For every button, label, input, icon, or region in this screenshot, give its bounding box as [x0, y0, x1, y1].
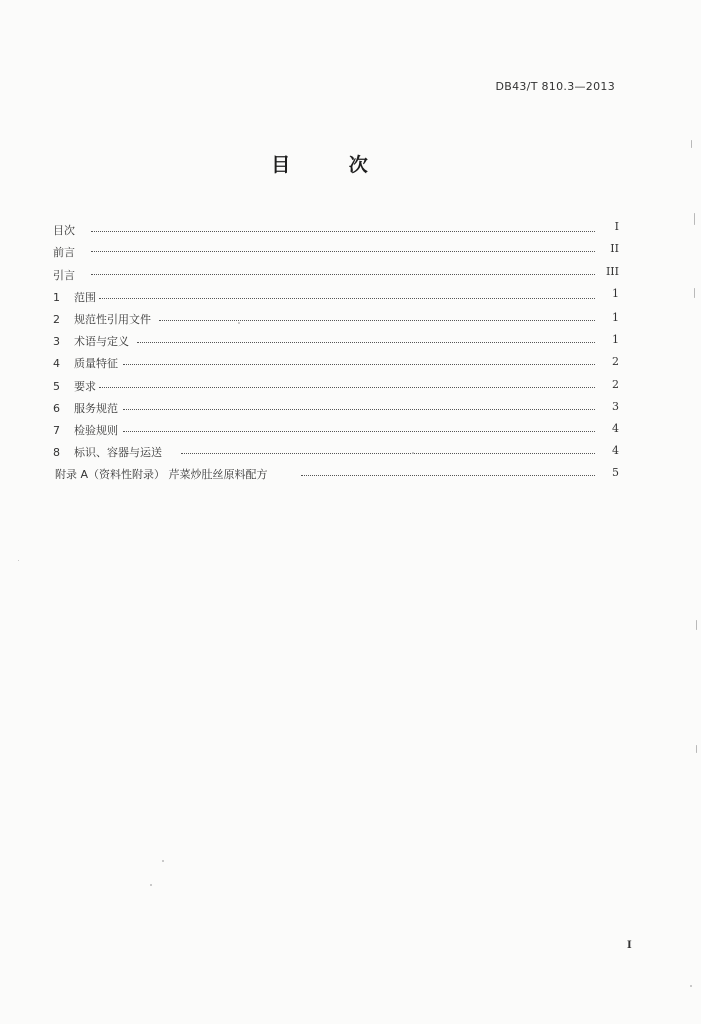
- toc-entry-contents[interactable]: [53, 208, 625, 238]
- toc-entry-introduction[interactable]: [53, 252, 625, 282]
- toc-entry-service-specification[interactable]: [53, 386, 625, 415]
- scan-speck: [690, 985, 692, 987]
- toc-entry-appendix-a[interactable]: [53, 452, 625, 482]
- toc-page-number: 3: [612, 399, 619, 413]
- toc-entry-label: 目次: [53, 224, 75, 238]
- toc-page-number: 1: [612, 310, 619, 324]
- standard-code: DB43/T 810.3—2013: [495, 80, 615, 93]
- scan-speck: [238, 322, 240, 324]
- scan-speck: [162, 860, 164, 862]
- toc-entry-title: 服务规范: [74, 401, 118, 415]
- scan-speck: [694, 288, 695, 298]
- scan-speck: [691, 140, 692, 148]
- toc-entry-number: 8: [53, 446, 60, 460]
- toc-entry-label: 附录 A（资料性附录） 芹菜炒肚丝原料配方: [55, 468, 268, 482]
- toc-entry-number: 4: [53, 357, 60, 371]
- toc-entry-number: 3: [53, 335, 60, 349]
- toc-entry-label: 前言: [53, 246, 75, 260]
- scan-speck: [696, 745, 697, 753]
- toc-leader-dots: [301, 475, 595, 476]
- toc-entry-title: 要求: [74, 379, 96, 393]
- toc-entry-number: 5: [53, 379, 60, 393]
- toc-entry-label: 引言: [53, 268, 75, 282]
- toc-page-number: III: [605, 264, 619, 278]
- toc-page-number: 5: [612, 466, 619, 480]
- toc-entry-title: 标识、容器与运送: [74, 446, 162, 460]
- toc-page-number: 2: [612, 377, 619, 391]
- scan-speck: [412, 452, 414, 454]
- table-of-contents: [53, 208, 625, 482]
- toc-page-number: II: [610, 242, 619, 256]
- toc-entry-inspection-rules[interactable]: [53, 408, 625, 437]
- toc-entry-number: 2: [53, 312, 60, 326]
- toc-entry-requirements[interactable]: [53, 363, 625, 393]
- toc-page-number: 1: [612, 333, 619, 347]
- toc-page-number: I: [614, 220, 619, 234]
- toc-entry-title: 检验规则: [74, 423, 118, 437]
- toc-entry-terms-definitions[interactable]: [53, 319, 625, 349]
- toc-entry-scope[interactable]: [53, 275, 625, 304]
- toc-entry-number: 6: [53, 401, 60, 415]
- toc-page-number: 4: [612, 444, 619, 458]
- toc-entry-title: 质量特征: [74, 357, 118, 371]
- scan-speck: [696, 620, 697, 630]
- toc-entry-title: 术语与定义: [74, 335, 129, 349]
- toc-entry-preface[interactable]: [53, 230, 625, 260]
- toc-page-number: 1: [612, 286, 619, 300]
- toc-entry-normative-references[interactable]: [53, 297, 625, 326]
- toc-page-number: 2: [612, 355, 619, 369]
- toc-entry-number: 7: [53, 423, 60, 437]
- page-title: 目 次: [271, 154, 394, 176]
- toc-entry-quality-characteristics[interactable]: [53, 341, 625, 371]
- scan-speck: [18, 560, 19, 561]
- toc-page-number: 4: [612, 421, 619, 435]
- toc-entry-marking-containers-transport[interactable]: [53, 430, 625, 460]
- scan-speck: [694, 213, 695, 225]
- footer-page-number: I: [627, 940, 632, 951]
- toc-entry-title: 范围: [74, 290, 96, 304]
- toc-entry-title: 规范性引用文件: [74, 312, 151, 326]
- scan-speck: [150, 884, 152, 886]
- toc-entry-number: 1: [53, 290, 60, 304]
